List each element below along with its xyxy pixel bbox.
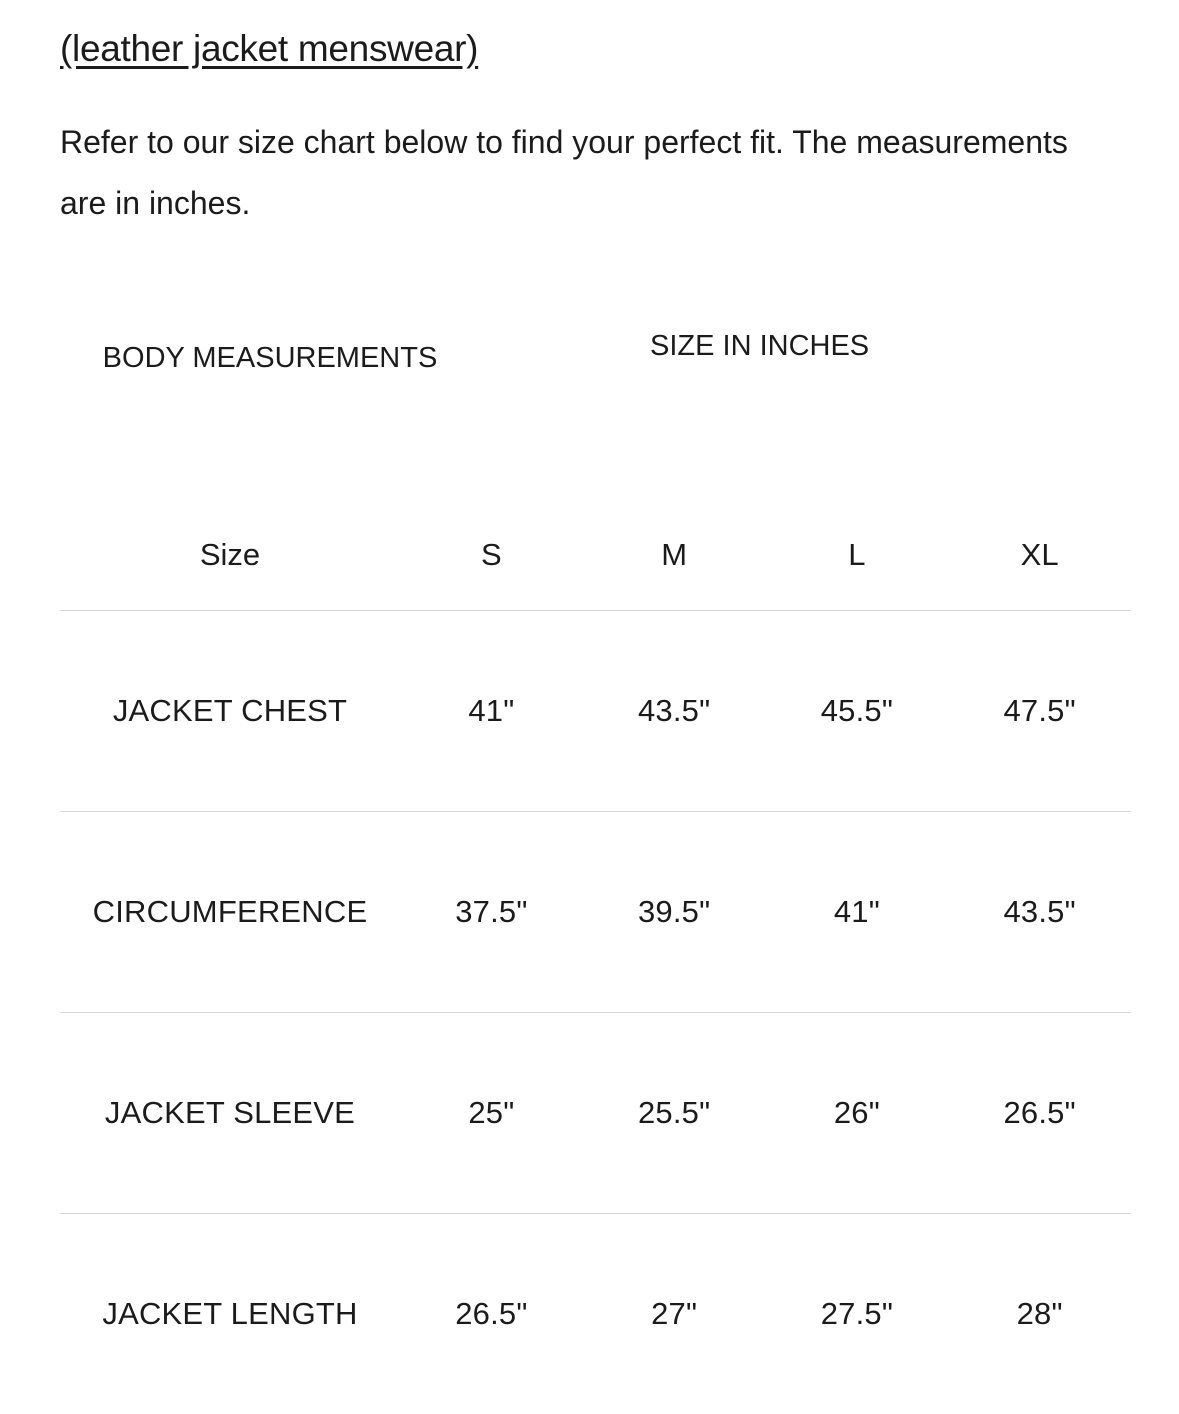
chart-header [60,330,1131,442]
row-value: 25.5" [637,1094,711,1130]
body-measurements-heading: BODY MEASUREMENTS [102,341,438,374]
row-value: 26.5" [1003,1094,1076,1130]
column-header-size: Size [199,536,261,572]
row-value: 37.5" [455,893,528,929]
row-value: 41" [833,893,880,929]
column-header-l: L [848,536,866,572]
row-label: JACKET SLEEVE [104,1094,356,1130]
table-row [60,1213,1131,1414]
row-label: JACKET CHEST [112,692,348,728]
row-value: 47.5" [1003,692,1076,728]
row-label: JACKET LENGTH [102,1295,358,1331]
row-value: 45.5" [820,692,894,728]
page-title: (leather jacket menswear) [60,28,479,69]
size-in-inches-heading: SIZE IN INCHES [650,329,870,362]
table-row [60,1012,1131,1213]
row-value: 25" [468,1094,515,1130]
table-header [60,500,1131,611]
table-header-row [60,500,1131,611]
intro-paragraph: Refer to our size chart below to find your perfect fit. The measurements are in inches. [60,124,1068,221]
row-value: 39.5" [637,893,711,929]
row-value: 28" [1016,1295,1063,1331]
table-row [60,610,1131,811]
row-value: 43.5" [637,692,711,728]
column-header-s: S [481,536,502,572]
column-header-m: M [661,536,688,572]
column-header-xl: XL [1020,536,1059,572]
row-value: 27.5" [820,1295,894,1331]
row-value: 26.5" [455,1295,528,1331]
table-row [60,811,1131,1012]
row-label: CIRCUMFERENCE [92,893,368,929]
row-value: 26" [833,1094,880,1130]
size-chart-table [60,500,1131,1414]
table-body [60,610,1131,1414]
row-value: 41" [468,692,515,728]
row-value: 43.5" [1003,893,1076,929]
row-value: 27" [651,1295,698,1331]
